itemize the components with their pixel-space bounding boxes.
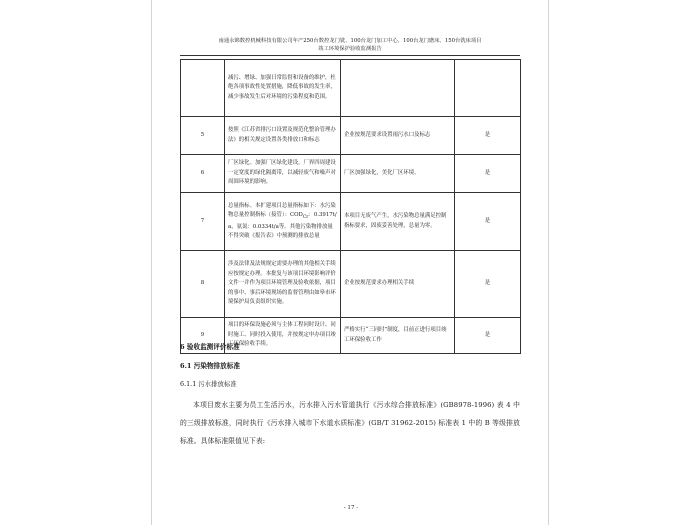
row-number bbox=[181, 60, 225, 117]
body-paragraph: 本项目废水主要为员工生活污水，污水排入污水管道执行《污水综合排放标准》(GB8978-1996) 表 4 中的三级排放标准，同时执行《污水排入城市下水道水质标准》(GB/T 31962-2015) 标准表 1 中的 B 等级排放标准。具体标准限值见下表: bbox=[180, 401, 520, 445]
compliance-cell: 是 bbox=[455, 117, 521, 155]
implementation-cell bbox=[341, 60, 455, 117]
requirement-cell: 项目的环保设施必须与主体工程同时设计、同时施工、同时投入使用，并按规定申办项目竣工环保验收手续。 bbox=[225, 318, 341, 354]
requirement-cell: 厂区绿化。加强厂区绿化建设，厂界四周建设一定宽度的绿化隔离带，以减轻废气和噪声对周围环境的影响。 bbox=[225, 155, 341, 193]
compliance-cell: 是 bbox=[455, 318, 521, 354]
section-heading-6: 6 验收监测评价标准 bbox=[180, 343, 240, 351]
implementation-cell: 严格实行“三同时”制度，目前正进行项目竣工环保验收工作 bbox=[341, 318, 455, 354]
row-number: 8 bbox=[181, 251, 225, 318]
table-row bbox=[181, 60, 521, 117]
requirements-table bbox=[180, 59, 521, 354]
implementation-cell: 企业按规范要求办理相关手续 bbox=[341, 251, 455, 318]
implementation-cell: 本项目无废气产生，水污染物总量满足控制指标要求，固废妥善处理，总量为零。 bbox=[341, 193, 455, 251]
requirement-cell: 按照《江苏省排污口设置及规范化整治管理办法》的相关规定设置各类排放口和标志 bbox=[225, 117, 341, 155]
section-heading-6-1-1: 6.1.1 污水排放标准 bbox=[180, 380, 237, 388]
header-line-2: 竣工环境保护验收监测报告 bbox=[318, 46, 382, 52]
table-row bbox=[181, 251, 521, 318]
section-heading-6-1: 6.1 污染物排放标准 bbox=[180, 362, 240, 370]
compliance-cell: 是 bbox=[455, 155, 521, 193]
row-number: 5 bbox=[181, 117, 225, 155]
page-header bbox=[180, 37, 520, 53]
row-number: 6 bbox=[181, 155, 225, 193]
implementation-cell: 厂区加强绿化，美化厂区环境。 bbox=[341, 155, 455, 193]
table-row bbox=[181, 155, 521, 193]
header-rule bbox=[180, 55, 520, 56]
table-row bbox=[181, 193, 521, 251]
page-number: - 17 - bbox=[343, 505, 359, 511]
requirement-cell: 总量指标。本扩建项目总量指标如下：水污染物总量控制指标（接管）：$COD_{Cr}$：0.3917t/a，氨氮：0.0334t/a等。其他污染物排放量不得突破《报告表》中预测的排放总量 bbox=[225, 193, 341, 251]
row-number: 9 bbox=[181, 318, 225, 354]
compliance-cell bbox=[455, 60, 521, 117]
requirement-cell: 涉及法律及法规规定需要办理的其他相关手续应按规定办理。本批复与该项目环境影响评价文件一并作为项目环境管理及验收依据，项目的事中、事后环境现场的监督管理由如皋市环境保护局负责组织实施。 bbox=[225, 251, 341, 318]
row-number: 7 bbox=[181, 193, 225, 251]
compliance-cell: 是 bbox=[455, 193, 521, 251]
document-page bbox=[151, 0, 549, 525]
header-line-1: 南通永锦数控机械科技有限公司年产250台数控龙门铣、100台龙门加工中心、100台龙门磨床、150台铣床项目 bbox=[218, 38, 482, 44]
table-row bbox=[181, 117, 521, 155]
requirement-cell: 减污、增绿、加强日常监督和设备的维护，杜绝各项事故性处置措施，降低事故的发生率，减少事故发生后对环境的污染程度和范围。 bbox=[225, 60, 341, 117]
implementation-cell: 企业按规范要求设置雨污水口及标志 bbox=[341, 117, 455, 155]
compliance-cell: 是 bbox=[455, 251, 521, 318]
